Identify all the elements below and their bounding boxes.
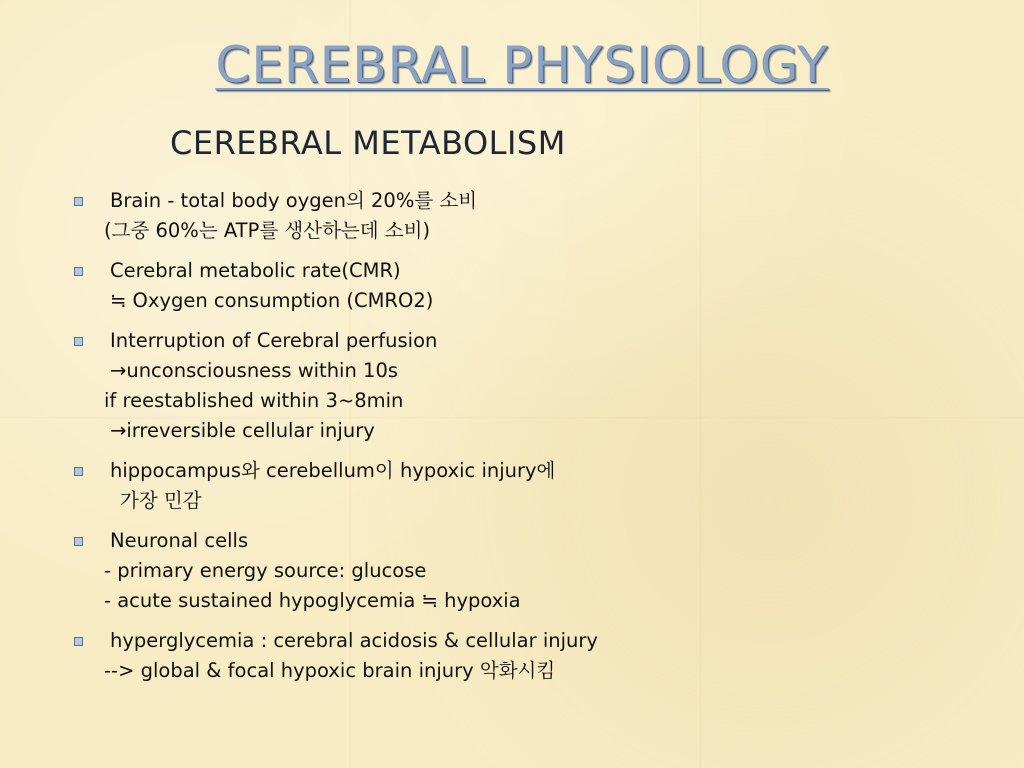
bullet-line: hippocampus와 cerebellum이 hypoxic injury에 bbox=[110, 459, 556, 482]
bullet-subline: 가장 민감 bbox=[120, 489, 202, 512]
bullet-subline: - acute sustained hypoglycemia ≒ hypoxia bbox=[104, 589, 521, 612]
bullet-line: Interruption of Cerebral perfusion bbox=[110, 329, 438, 352]
bullet-square-icon bbox=[74, 467, 83, 476]
bullet-subline: (그중 60%는 ATP를 생산하는데 소비) bbox=[104, 219, 431, 242]
bullet-square-icon bbox=[74, 197, 83, 206]
bullet-subline: if reestablished within 3~8min bbox=[104, 389, 404, 412]
bullet-square-icon bbox=[74, 337, 83, 346]
bullet-subline: →irreversible cellular injury bbox=[110, 419, 375, 442]
bullet-subline: →unconsciousness within 10s bbox=[110, 359, 399, 382]
bullet-list bbox=[68, 186, 968, 698]
slide-subtitle: CEREBRAL METABOLISM bbox=[170, 124, 566, 162]
bullet-square-icon bbox=[74, 537, 83, 546]
bullet-item-cmr bbox=[68, 256, 968, 316]
bullet-item-hippocampus bbox=[68, 456, 968, 516]
bullet-square-icon bbox=[74, 267, 83, 276]
bullet-line: Cerebral metabolic rate(CMR) bbox=[110, 259, 401, 282]
bullet-subline: ≒ Oxygen consumption (CMRO2) bbox=[110, 289, 434, 312]
bullet-line: hyperglycemia : cerebral acidosis & cellular injury bbox=[110, 629, 598, 652]
slide-title: CEREBRAL PHYSIOLOGY bbox=[215, 36, 829, 94]
bullet-item-hyperglycemia bbox=[68, 626, 968, 686]
bullet-square-icon bbox=[74, 637, 83, 646]
bullet-subline: - primary energy source: glucose bbox=[104, 559, 427, 582]
bullet-subline: --> global & focal hypoxic brain injury 악화시킴 bbox=[104, 659, 556, 682]
bullet-item-perfusion bbox=[68, 326, 968, 446]
bullet-item-oxygen bbox=[68, 186, 968, 246]
bullet-line: Brain - total body oygen의 20%를 소비 bbox=[110, 189, 478, 212]
bullet-line: Neuronal cells bbox=[110, 529, 249, 552]
bullet-item-neuronal bbox=[68, 526, 968, 616]
